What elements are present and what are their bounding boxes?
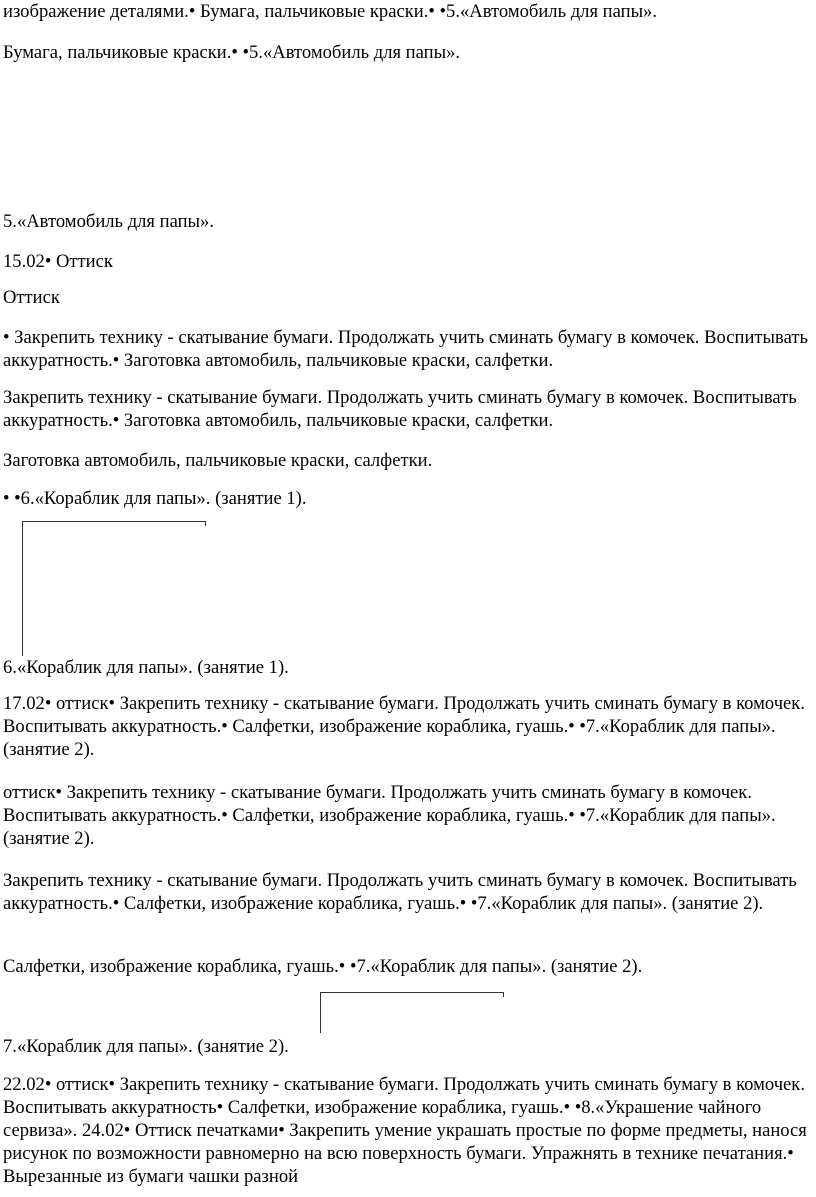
paragraph-12: оттиск• Закрепить технику - скатывание бумаги. Продолжать учить сминать бумагу в комочек. Воспитывать аккуратность.• Салфетки, изображение кораблика, гуашь.• •7.«Кораблик для папы». (занятие 2). xyxy=(3,782,776,849)
paragraph-5: Оттиск xyxy=(3,287,60,308)
paragraph-8: Заготовка автомобиль, пальчиковые краски, салфетки. xyxy=(3,450,433,471)
paragraph-6: • Закрепить технику - скатывание бумаги. Продолжать учить сминать бумагу в комочек. Воспитывать аккуратность.• Заготовка автомобиль, пальчиковые краски, салфетки. xyxy=(3,327,808,371)
paragraph-14: Салфетки, изображение кораблика, гуашь.• •7.«Кораблик для папы». (занятие 2). xyxy=(3,956,643,977)
paragraph-15: 7.«Кораблик для папы». (занятие 2). xyxy=(3,1036,289,1057)
paragraph-2: Бумага, пальчиковые краски.• •5.«Автомобиль для папы». xyxy=(3,42,461,63)
paragraph-4: 15.02• Оттиск xyxy=(3,251,113,272)
paragraph-16: 22.02• оттиск• Закрепить технику - скатывание бумаги. Продолжать учить сминать бумагу в комочек. Воспитывать аккуратность• Салфетки, изображение кораблика, гуашь.• •8.«Украшение чайного сервиза». 24.02• Оттиск печатками• Закрепить умение украшать простые по форме предметы, нанося рисунок по возможности равномерно на всю поверхность бумаги. Упражнять в технике печатания.• Вырезанные из бумаги чашки разной xyxy=(3,1074,807,1187)
image-frame-boat-2 xyxy=(320,992,503,1033)
paragraph-7: Закрепить технику - скатывание бумаги. Продолжать учить сминать бумагу в комочек. Воспитывать аккуратность.• Заготовка автомобиль, пальчиковые краски, салфетки. xyxy=(3,387,797,431)
image-frame-boat-1 xyxy=(22,521,205,656)
paragraph-9: • •6.«Кораблик для папы». (занятие 1). xyxy=(3,488,307,509)
paragraph-10: 6.«Кораблик для папы». (занятие 1). xyxy=(3,657,289,678)
paragraph-1: изображение деталями.• Бумага, пальчиковые краски.• •5.«Автомобиль для папы». xyxy=(3,1,658,22)
paragraph-13: Закрепить технику - скатывание бумаги. Продолжать учить сминать бумагу в комочек. Воспитывать аккуратность.• Салфетки, изображение кораблика, гуашь.• •7.«Кораблик для папы». (занятие 2). xyxy=(3,870,797,914)
paragraph-3: 5.«Автомобиль для папы». xyxy=(3,211,214,232)
paragraph-11: 17.02• оттиск• Закрепить технику - скатывание бумаги. Продолжать учить сминать бумагу в комочек. Воспитывать аккуратность.• Салфетки, изображение кораблика, гуашь.• •7.«Кораблик для папы». (занятие 2). xyxy=(3,693,805,760)
